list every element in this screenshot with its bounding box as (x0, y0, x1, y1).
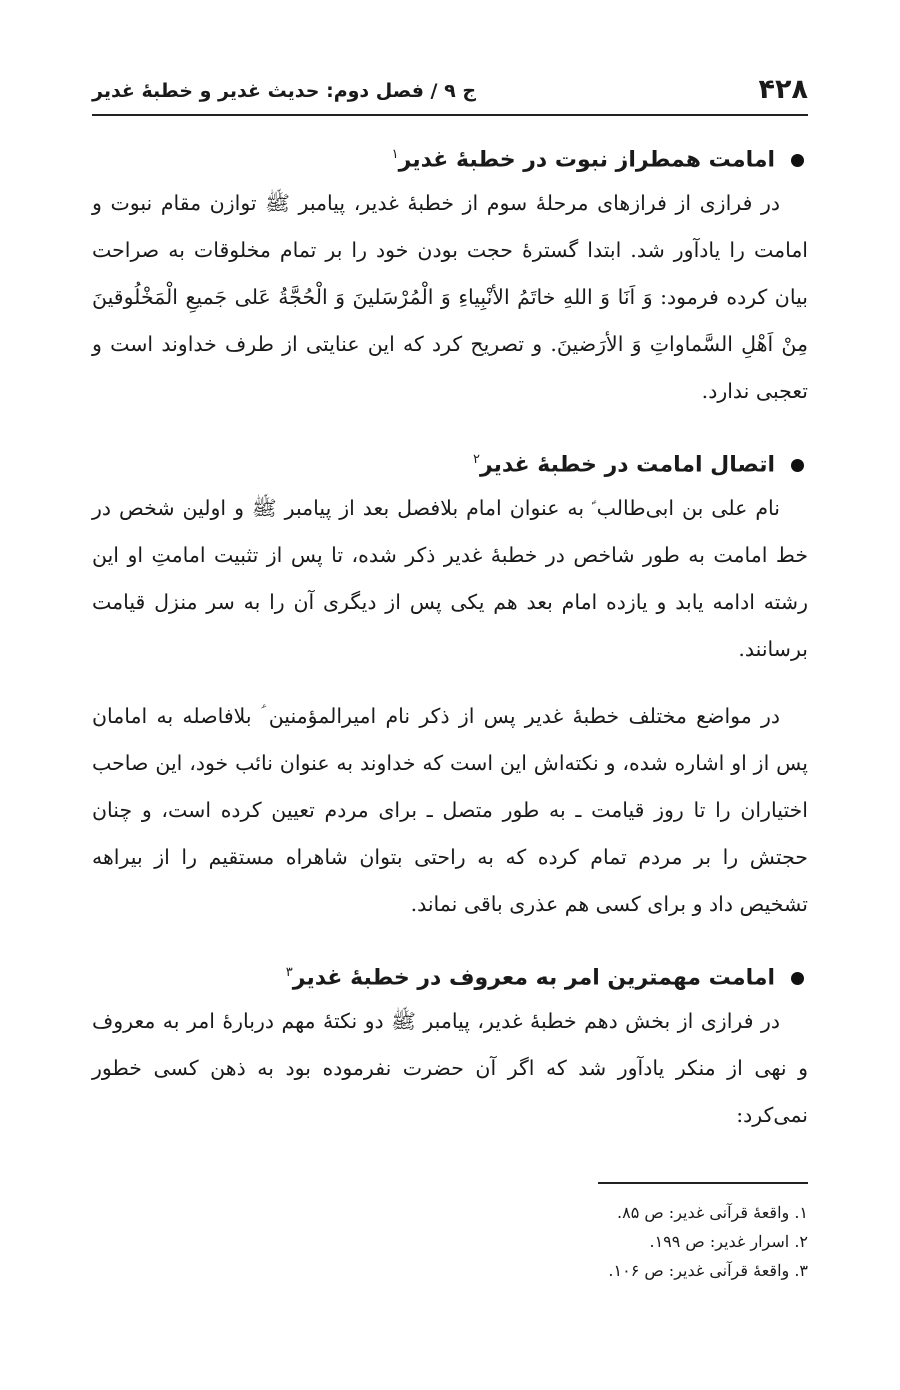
paragraph: در مواضع مختلف خطبهٔ غدیر پس از ذکر نام امیرالمؤمنین ؑ بلافاصله به امامان پس از او اشاره شده، و نکته‌اش این است که خداوند به عنوان نائب خود، این صاحب اختیاران را تا روز قیامت ـ به طور متصل ـ برای مردم تعیین کرده است، و چنان حجتش را بر مردم تمام کرده که به راحتی بتوان شاهراه مستقیم را از بیراهه تشخیص داد و برای کسی هم عذری باقی نماند. (92, 704, 808, 916)
footnote-1: ۱. واقعهٔ قرآنی غدیر: ص ۸۵. (617, 1203, 808, 1222)
section-heading-3 (92, 958, 808, 998)
paragraph: در فرازی از بخش دهم خطبهٔ غدیر، پیامبر ﷺ دو نکتهٔ مهم دربارهٔ امر به معروف و نهی از منکر یادآور شد که اگر آن حضرت نفرموده بود به ذهن کسی خطور نمی‌کرد: (92, 1009, 808, 1127)
section-heading-2 (92, 445, 808, 485)
page-number: ۴۲۸ (758, 74, 808, 105)
footnote-divider (598, 1182, 808, 1184)
paragraph: نام علی بن ابی‌طالب ؑ به عنوان امام بلافصل بعد از پیامبر ﷺ و اولین شخص در خط امامت به طور شاخص در خطبهٔ غدیر ذکر شده، تا پس از تثبیت امامتِ او این رشته ادامه یابد و یازده امام بعد هم یکی پس از دیگری آن را به سر منزل قیامت برسانند. (92, 496, 808, 661)
footnotes (308, 1198, 808, 1285)
page-body (92, 140, 808, 1139)
footnote-2: ۲. اسرار غدیر: ص ۱۹۹. (649, 1232, 808, 1251)
bullet-icon (791, 972, 804, 985)
running-head: ج ۹ / فصل دوم: حدیث غدیر و خطبهٔ غدیر (92, 80, 477, 102)
paragraph: در فرازی از فرازهای مرحلهٔ سوم از خطبهٔ غدیر، پیامبر ﷺ توازن مقام نبوت و امامت را یادآور شد. ابتدا گسترهٔ حجت بودن خود را بر تمام مخلوقات به صراحت بیان کرده فرمود: وَ اَنَا وَ اللهِ خاتَمُ الأنْبِیاءِ وَ الْمُرْسَلینَ وَ الْحُجَّةُ عَلی جَمیعِ الْمَخْلُوقینَ مِنْ اَهْلِ السَّماواتِ وَ الأرَضینَ. و تصریح کرد که این عنایتی از طرف خداوند است و تعجبی ندارد. (92, 191, 808, 403)
section-title: امامت همطراز نبوت در خطبهٔ غدیر (398, 147, 775, 173)
page-header (92, 74, 808, 116)
bullet-icon (791, 459, 804, 472)
bullet-icon (791, 154, 804, 167)
footnote-ref: ۱ (391, 147, 399, 163)
footnote-ref: ۳ (285, 965, 293, 981)
footnote-3: ۳. واقعهٔ قرآنی غدیر: ص ۱۰۶. (608, 1261, 808, 1280)
footnote-ref: ۲ (472, 452, 480, 468)
section-title: اتصال امامت در خطبهٔ غدیر (479, 452, 775, 478)
section-title: امامت مهمترین امر به معروف در خطبهٔ غدیر (292, 965, 775, 991)
section-heading-1 (92, 140, 808, 180)
